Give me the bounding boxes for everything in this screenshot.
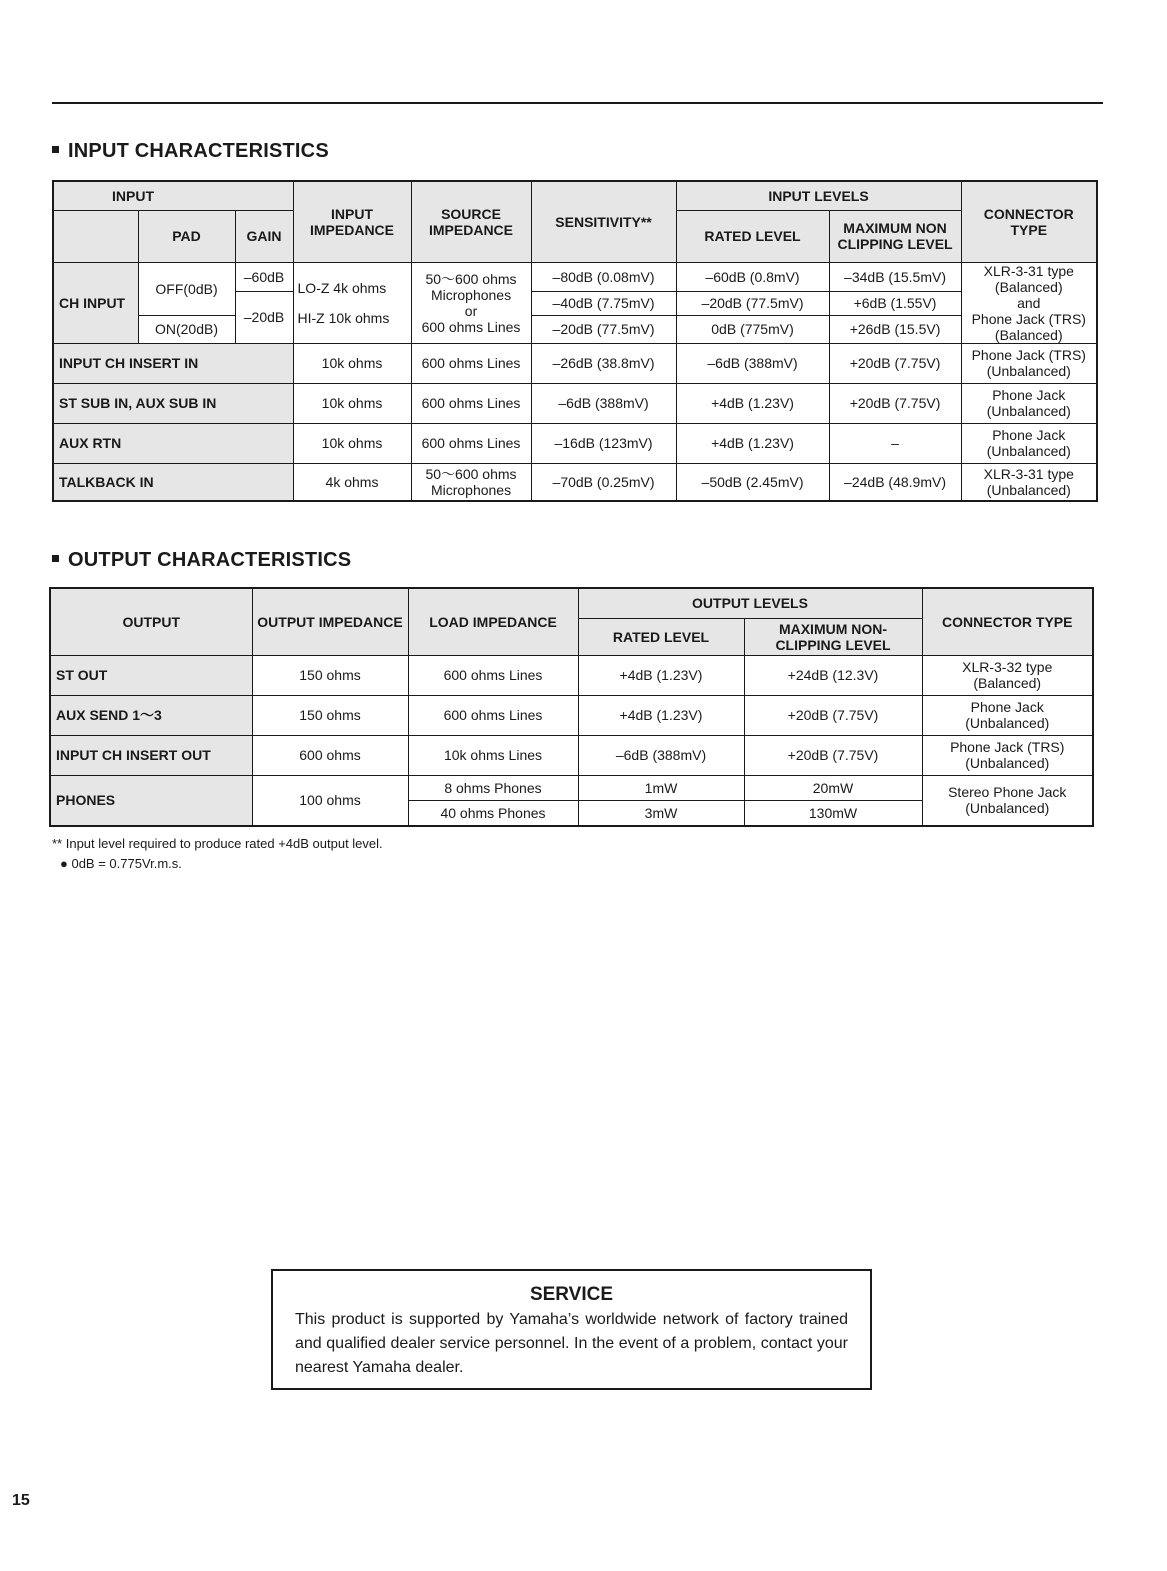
footnote-reference-level: ● 0dB = 0.775Vr.m.s. — [60, 856, 182, 871]
ch-input-max: +26dB (15.5V) — [829, 315, 961, 343]
output-characteristics-table — [49, 587, 1094, 827]
bullet-icon — [52, 555, 59, 562]
ch-input-sensitivity: –80dB (0.08mV) — [531, 262, 676, 291]
connector-type-header: CONNECTOR TYPE — [961, 181, 1097, 262]
gain-header: GAIN — [235, 210, 293, 262]
output-levels-header: OUTPUT LEVELS — [578, 588, 922, 618]
input-levels-header: INPUT LEVELS — [676, 181, 961, 210]
pad-off: OFF(0dB) — [138, 262, 235, 315]
table-row: AUX SEND 1～3 150 ohms 600 ohms Lines +4dB (1.23V) +20dB (7.75V) Phone Jack (Unbalanced) — [50, 695, 1093, 735]
output-rated-level-header: RATED LEVEL — [578, 618, 744, 655]
ch-input-impedance: LO-Z 4k ohms HI-Z 10k ohms — [293, 262, 411, 343]
service-box — [271, 1269, 872, 1390]
table-row: PHONES 100 ohms 8 ohms Phones 1mW 20mW Stereo Phone Jack (Unbalanced) — [50, 775, 1093, 800]
page-number: 15 — [12, 1492, 30, 1509]
output-max-non-clipping-header: MAXIMUM NON-CLIPPING LEVEL — [744, 618, 922, 655]
ch-input-rated: –20dB (77.5mV) — [676, 291, 829, 315]
bullet-icon — [52, 146, 59, 153]
ch-input-max: +6dB (1.55V) — [829, 291, 961, 315]
service-text: This product is supported by Yamaha’s worldwide network of factory trained and qualified dealer service personnel. In the event of a problem, contact your nearest Yamaha dealer. — [295, 1311, 848, 1376]
gain-20: –20dB — [235, 291, 293, 343]
rated-level-header: RATED LEVEL — [676, 210, 829, 262]
sensitivity-header: SENSITIVITY** — [531, 181, 676, 262]
input-header-spacer — [53, 210, 138, 262]
output-connector-type-header: CONNECTOR TYPE — [922, 588, 1093, 655]
pad-header: PAD — [138, 210, 235, 262]
gain-60: –60dB — [235, 262, 293, 291]
footnote-sensitivity: ** Input level required to produce rated +4dB output level. — [52, 836, 383, 851]
input-header: INPUT — [53, 181, 293, 210]
phones-impedance: 100 ohms — [252, 775, 408, 826]
ch-input-rated: –60dB (0.8mV) — [676, 262, 829, 291]
output-impedance-header: OUTPUT IMPEDANCE — [252, 588, 408, 655]
pad-on: ON(20dB) — [138, 315, 235, 343]
phones-connector: Stereo Phone Jack (Unbalanced) — [922, 775, 1093, 826]
input-impedance-header: INPUT IMPEDANCE — [293, 181, 411, 262]
table-row: ST OUT 150 ohms 600 ohms Lines +4dB (1.23V) +24dB (12.3V) XLR-3-32 type (Balanced) — [50, 655, 1093, 695]
ch-input-label: CH INPUT — [53, 262, 138, 343]
ch-input-sensitivity: –40dB (7.75mV) — [531, 291, 676, 315]
ch-input-max: –34dB (15.5mV) — [829, 262, 961, 291]
source-impedance-header: SOURCE IMPEDANCE — [411, 181, 531, 262]
max-non-clipping-header: MAXIMUM NON CLIPPING LEVEL — [829, 210, 961, 262]
table-row: TALKBACK IN 4k ohms 50～600 ohms Microphones –70dB (0.25mV) –50dB (2.45mV) –24dB (48.9mV) XLR-3-31 type (Unbalanced) — [53, 463, 1097, 501]
table-row: ST SUB IN, AUX SUB IN 10k ohms 600 ohms Lines –6dB (388mV) +4dB (1.23V) +20dB (7.75V) Phone Jack (Unbalanced) — [53, 383, 1097, 423]
input-characteristics-table — [52, 180, 1098, 502]
table-row: 40 ohms Phones 3mW 130mW — [50, 800, 1093, 826]
ch-input-source-impedance: 50～600 ohms Microphones or 600 ohms Lines — [411, 262, 531, 343]
table-row: AUX RTN 10k ohms 600 ohms Lines –16dB (123mV) +4dB (1.23V) – Phone Jack (Unbalanced) — [53, 423, 1097, 463]
top-rule — [52, 102, 1103, 104]
ch-input-rated: 0dB (775mV) — [676, 315, 829, 343]
input-characteristics-title: INPUT CHARACTERISTICS — [52, 140, 329, 163]
output-header: OUTPUT — [50, 588, 252, 655]
ch-input-sensitivity: –20dB (77.5mV) — [531, 315, 676, 343]
output-characteristics-title: OUTPUT CHARACTERISTICS — [52, 549, 351, 572]
ch-input-connector: XLR-3-31 type (Balanced) and Phone Jack (TRS) (Balanced) — [961, 262, 1097, 343]
phones-label: PHONES — [50, 775, 252, 826]
table-row: INPUT CH INSERT OUT 600 ohms 10k ohms Lines –6dB (388mV) +20dB (7.75V) Phone Jack (TRS) (Unbalanced) — [50, 735, 1093, 775]
service-title: SERVICE — [529, 1284, 614, 1305]
table-row: INPUT CH INSERT IN 10k ohms 600 ohms Lines –26dB (38.8mV) –6dB (388mV) +20dB (7.75V) Phone Jack (TRS) (Unbalanced) — [53, 343, 1097, 383]
load-impedance-header: LOAD IMPEDANCE — [408, 588, 578, 655]
